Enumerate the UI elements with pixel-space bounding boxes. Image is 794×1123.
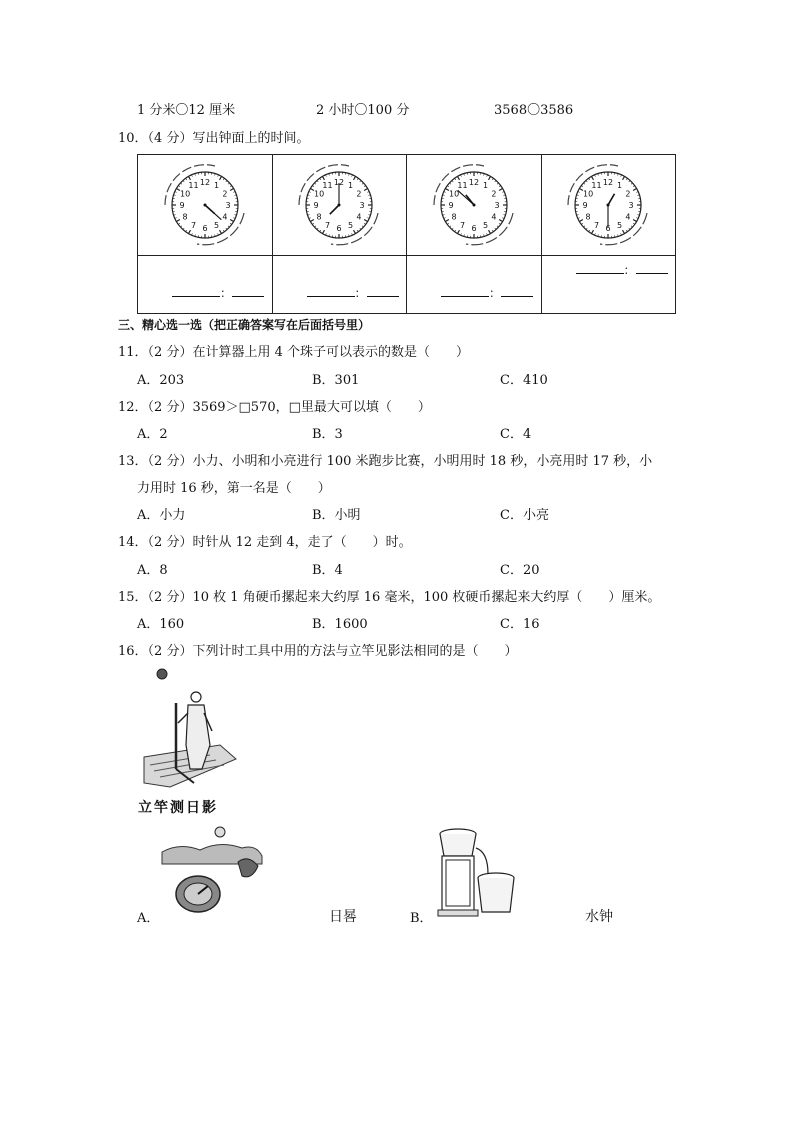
compare-item-2: 2 小时〇100 分 xyxy=(316,103,410,118)
svg-text:3: 3 xyxy=(494,201,500,210)
q11-option-a[interactable]: A．203 xyxy=(137,373,185,388)
svg-text:3: 3 xyxy=(628,201,634,210)
answer-cell-1 xyxy=(138,256,273,314)
svg-text:2: 2 xyxy=(491,189,497,199)
clock-table xyxy=(137,154,676,314)
section-heading: 三、精心选一选（把正确答案写在后面括号里） xyxy=(118,318,371,332)
time-answer-blank[interactable]: ： xyxy=(307,284,399,301)
svg-text:5: 5 xyxy=(482,220,488,230)
svg-text:12: 12 xyxy=(334,178,345,187)
clock-face-icon xyxy=(566,163,650,247)
svg-text:8: 8 xyxy=(451,212,457,222)
svg-text:4: 4 xyxy=(222,212,228,222)
svg-text:8: 8 xyxy=(585,212,591,222)
svg-text:4: 4 xyxy=(356,212,362,222)
q12-stem: 12．（2 分）3569＞□570，□里最大可以填（ ） xyxy=(118,400,431,415)
q13-option-c[interactable]: C．小亮 xyxy=(500,508,549,523)
q16-illustration-caption: 立竿测日影 xyxy=(138,800,218,816)
svg-text:4: 4 xyxy=(491,212,497,222)
answer-cell-4 xyxy=(541,256,676,314)
svg-text:7: 7 xyxy=(190,220,196,230)
svg-text:10: 10 xyxy=(314,189,325,199)
answer-cell-2 xyxy=(272,256,407,314)
svg-text:5: 5 xyxy=(617,220,623,230)
svg-text:2: 2 xyxy=(222,189,228,199)
svg-text:7: 7 xyxy=(459,220,465,230)
svg-text:2: 2 xyxy=(356,189,362,199)
q11-option-b[interactable]: B．301 xyxy=(312,373,360,388)
q14-stem: 14．（2 分）时针从 12 走到 4，走了（ ）时。 xyxy=(118,535,412,550)
q16-option-a[interactable]: A． xyxy=(137,911,160,926)
q16-option-b[interactable]: B． xyxy=(410,911,433,926)
q16-option-b-label: 水钟 xyxy=(585,909,613,925)
clock-face-icon xyxy=(432,163,516,247)
q15-option-b[interactable]: B．1600 xyxy=(312,617,368,632)
q14-option-c[interactable]: C．20 xyxy=(500,563,540,578)
q13-stem-line2: 力用时 16 秒，第一名是（ ） xyxy=(137,481,331,496)
time-answer-blank[interactable]: ： xyxy=(576,261,668,278)
svg-text:9: 9 xyxy=(582,201,588,210)
q11-option-c[interactable]: C．410 xyxy=(500,373,548,388)
svg-text:1: 1 xyxy=(617,181,623,191)
compare-item-3: 3568〇3586 xyxy=(494,103,574,118)
clock-cell-3 xyxy=(407,155,542,256)
q12-option-a[interactable]: A．2 xyxy=(137,427,168,442)
q16-stem: 16．（2 分）下列计时工具中用的方法与立竿见影法相同的是（ ） xyxy=(118,644,518,659)
clock-face-icon xyxy=(297,163,381,247)
svg-text:7: 7 xyxy=(594,220,600,230)
clock-cell-4 xyxy=(541,155,676,256)
svg-text:10: 10 xyxy=(448,189,459,199)
svg-text:9: 9 xyxy=(313,201,319,210)
svg-text:11: 11 xyxy=(591,181,602,191)
svg-text:11: 11 xyxy=(457,181,468,191)
svg-text:2: 2 xyxy=(625,189,631,199)
sundial-icon xyxy=(160,822,265,914)
q12-option-c[interactable]: C．4 xyxy=(500,427,532,442)
q13-stem-line1: 13．（2 分）小力、小明和小亮进行 100 米跑步比赛，小明用时 18 秒，小亮用时 17 秒，小 xyxy=(118,454,653,469)
q15-option-a[interactable]: A．160 xyxy=(137,617,185,632)
svg-text:11: 11 xyxy=(322,181,333,191)
water-clock-icon xyxy=(436,826,521,918)
q14-option-a[interactable]: A．8 xyxy=(137,563,168,578)
q11-stem: 11．（2 分）在计算器上用 4 个珠子可以表示的数是（ ） xyxy=(118,345,469,360)
svg-text:6: 6 xyxy=(336,224,342,233)
q16-option-a-label: 日晷 xyxy=(329,909,357,925)
pole-shadow-illustration-icon xyxy=(140,665,240,795)
q13-option-a[interactable]: A．小力 xyxy=(137,508,186,523)
svg-text:5: 5 xyxy=(348,220,354,230)
q15-option-c[interactable]: C．16 xyxy=(500,617,540,632)
svg-text:12: 12 xyxy=(468,178,479,187)
svg-text:1: 1 xyxy=(348,181,354,191)
svg-text:10: 10 xyxy=(583,189,594,199)
q15-stem: 15．（2 分）10 枚 1 角硬币摞起来大约厚 16 毫米，100 枚硬币摞起来大约厚（ ）厘米。 xyxy=(118,590,661,605)
q12-option-b[interactable]: B．3 xyxy=(312,427,343,442)
answer-cell-3 xyxy=(407,256,542,314)
clock-face-icon xyxy=(163,163,247,247)
svg-text:4: 4 xyxy=(625,212,631,222)
svg-text:1: 1 xyxy=(213,181,219,191)
svg-text:6: 6 xyxy=(202,224,208,233)
q13-option-b[interactable]: B．小明 xyxy=(312,508,361,523)
svg-text:8: 8 xyxy=(182,212,188,222)
svg-text:6: 6 xyxy=(471,224,477,233)
q10-stem: 10．（4 分）写出钟面上的时间。 xyxy=(118,131,310,146)
time-answer-blank[interactable]: ： xyxy=(441,284,533,301)
svg-text:10: 10 xyxy=(179,189,190,199)
svg-text:11: 11 xyxy=(188,181,199,191)
svg-text:12: 12 xyxy=(603,178,614,187)
svg-text:9: 9 xyxy=(179,201,185,210)
svg-text:5: 5 xyxy=(213,220,219,230)
svg-text:1: 1 xyxy=(482,181,488,191)
time-answer-blank[interactable]: ： xyxy=(172,284,264,301)
clock-cell-1 xyxy=(138,155,273,256)
svg-text:12: 12 xyxy=(199,178,210,187)
compare-item-1: 1 分米〇12 厘米 xyxy=(137,103,236,118)
svg-text:3: 3 xyxy=(359,201,365,210)
svg-text:9: 9 xyxy=(448,201,454,210)
svg-text:8: 8 xyxy=(316,212,322,222)
svg-text:6: 6 xyxy=(605,224,611,233)
svg-text:3: 3 xyxy=(225,201,231,210)
q14-option-b[interactable]: B．4 xyxy=(312,563,343,578)
svg-text:7: 7 xyxy=(325,220,331,230)
clock-cell-2 xyxy=(272,155,407,256)
